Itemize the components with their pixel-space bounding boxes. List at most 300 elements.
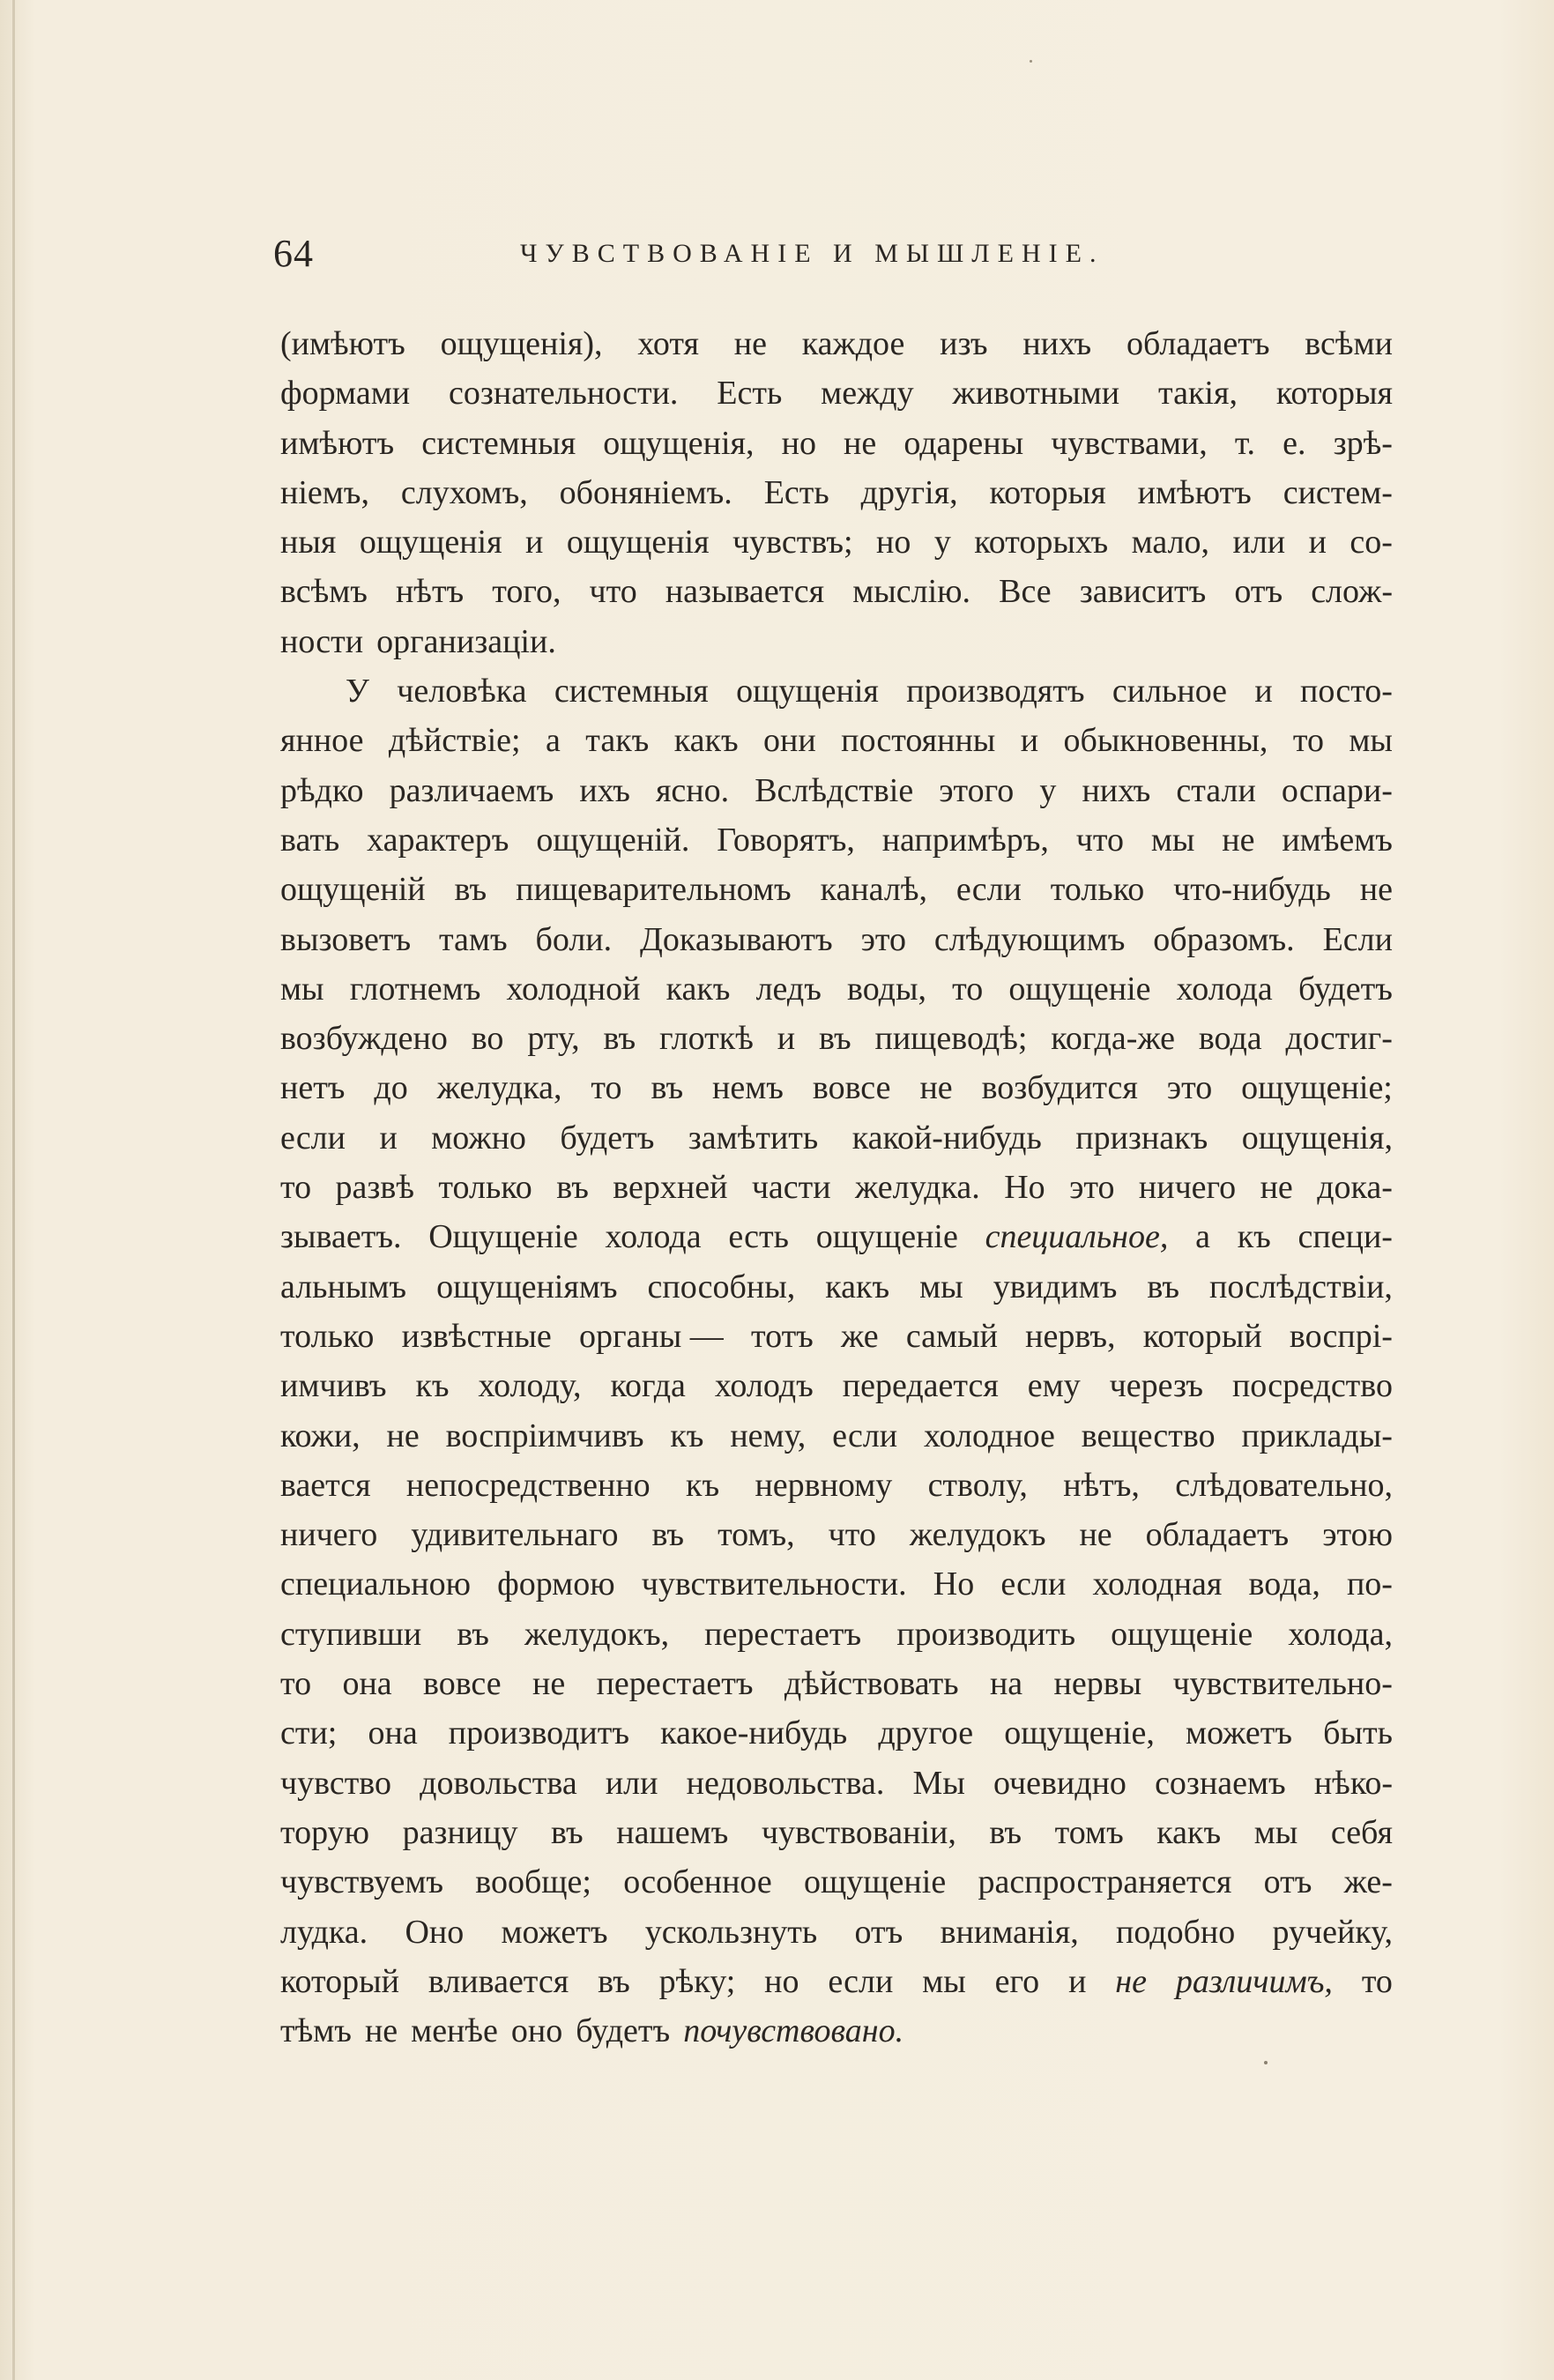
word: сознательности. [448, 375, 679, 413]
text-line [280, 1411, 1393, 1461]
word: желудка, [436, 1069, 562, 1107]
word: такъ [585, 722, 650, 760]
word: имѣютъ [1137, 473, 1252, 511]
word: себя [1330, 1813, 1393, 1851]
word: не [532, 1665, 566, 1703]
word: которыя [1275, 375, 1393, 413]
word: этого [939, 771, 1015, 809]
word: но [764, 1962, 799, 2000]
word: а [546, 722, 561, 760]
word: стволу, [927, 1466, 1028, 1504]
word: она [342, 1665, 392, 1703]
word: и [379, 1119, 398, 1157]
text-line [280, 567, 1393, 616]
word: если [955, 871, 1022, 909]
word: специальною [280, 1566, 471, 1603]
word: напримѣръ, [881, 821, 1049, 859]
word: нихъ [1022, 325, 1092, 362]
word: чувствъ; [732, 524, 853, 562]
word: этою [1322, 1516, 1393, 1554]
word: образомъ. [1153, 920, 1295, 958]
word: у [1039, 771, 1057, 809]
word: въ [603, 1020, 636, 1058]
word: чувствованіи, [761, 1813, 956, 1851]
running-title: ЧУВСТВОВАНІЕ И МЫШЛЕНІЕ. [520, 239, 1104, 268]
word: ускользнуть [644, 1913, 818, 1951]
word: какое-нибудь [660, 1714, 848, 1752]
page-number: 64 [273, 232, 314, 275]
word: животными [952, 375, 1120, 413]
word: характеръ [367, 821, 509, 859]
word: подобно [1116, 1913, 1236, 1951]
word: вается [280, 1466, 371, 1504]
word: можетъ [1186, 1714, 1292, 1752]
word: и [1068, 1962, 1087, 2000]
word: какъ [673, 722, 739, 760]
word: она [368, 1714, 418, 1752]
word: У [346, 673, 369, 710]
word: довольства [420, 1764, 577, 1802]
word: что [589, 573, 637, 611]
word: его [994, 1962, 1040, 2000]
word: ощущеніе, [1004, 1714, 1155, 1752]
word: ощущеніе [1008, 970, 1151, 1008]
word: вообще; [475, 1863, 591, 1901]
word: къ [686, 1466, 720, 1504]
word: глоткѣ [659, 1020, 754, 1058]
word: системныя [421, 424, 576, 462]
word: холодная [1092, 1566, 1223, 1603]
word: всѣмъ [280, 573, 368, 611]
word: холода, [1288, 1615, 1393, 1653]
word: удивительнаго [411, 1516, 619, 1554]
word: возбуждено [280, 1020, 448, 1058]
word: чувствами, [1051, 424, 1208, 462]
word: со- [1350, 524, 1393, 562]
body-text [280, 319, 1393, 2056]
word: замѣтить [688, 1119, 819, 1157]
word: ности [280, 622, 364, 660]
text-line [280, 1014, 1393, 1063]
word: то [280, 1169, 312, 1207]
word: но [876, 524, 911, 562]
word: передается [842, 1367, 999, 1405]
word: недовольства. [686, 1764, 885, 1802]
text-line [280, 766, 1393, 815]
word: обыкновенны, [1063, 722, 1268, 760]
word: какъ [1156, 1813, 1222, 1851]
word: въ [651, 1069, 684, 1107]
text-line [280, 1212, 1393, 1261]
word: вовсе [812, 1069, 891, 1107]
word: одарены [903, 424, 1024, 462]
word: въ [1147, 1268, 1180, 1305]
text-line [280, 1312, 1393, 1361]
word: будетъ [576, 2012, 671, 2050]
word: какъ [665, 970, 731, 1008]
text-line [280, 468, 1393, 517]
word: или [1232, 524, 1286, 562]
text-line [280, 1361, 1393, 1410]
word: слож- [1311, 573, 1393, 611]
word: нѣтъ [395, 573, 465, 611]
word: сти; [280, 1714, 338, 1752]
text-line [280, 368, 1393, 418]
word: если [828, 1962, 894, 2000]
word: слѣдующимъ [933, 920, 1126, 958]
paper-speck [1264, 2061, 1268, 2064]
word: можно [431, 1119, 526, 1157]
word: это [860, 920, 906, 958]
word: Есть [717, 375, 783, 413]
word: посто- [1300, 673, 1393, 710]
word: ощущенія), [440, 325, 603, 362]
word: не [1260, 1169, 1293, 1207]
word: ощущенія, [603, 424, 755, 462]
word: не [733, 325, 767, 362]
word: они [763, 722, 816, 760]
word: Но [1004, 1169, 1045, 1207]
word: пищеварительномъ [516, 871, 792, 909]
word: то [952, 970, 984, 1008]
word: боли. [535, 920, 613, 958]
word: когда-же [1051, 1020, 1175, 1058]
word: разницу [402, 1813, 518, 1851]
word: Если [1322, 920, 1393, 958]
word: рту, [527, 1020, 580, 1058]
word: слухомъ, [400, 473, 528, 511]
word: т. [1234, 424, 1256, 462]
word: ощущенія [566, 524, 710, 562]
word: по- [1346, 1566, 1393, 1603]
text-line [280, 1063, 1393, 1112]
word: менѣе [411, 2012, 498, 2050]
word: нѣтъ, [1063, 1466, 1140, 1504]
word: только [1050, 871, 1145, 909]
word: имчивъ [280, 1367, 387, 1405]
word: между [821, 375, 914, 413]
text-line [280, 1908, 1393, 1957]
word: мы [1150, 821, 1195, 859]
word: холодъ [714, 1367, 814, 1405]
word: въ [457, 1615, 489, 1653]
word: не [919, 1069, 953, 1107]
word: приклады- [1241, 1417, 1393, 1454]
word: то [1361, 1962, 1393, 2000]
word: и [525, 524, 544, 562]
word: будетъ [1297, 970, 1393, 1008]
word: Вслѣдствіе [755, 771, 914, 809]
word: нему, [730, 1417, 807, 1454]
word: которыхъ [974, 524, 1109, 562]
word: зависитъ [1079, 573, 1207, 611]
word: который [1142, 1317, 1262, 1355]
word: увидимъ [993, 1268, 1118, 1305]
text-line [280, 419, 1393, 468]
word: отъ [854, 1913, 903, 1951]
word: вниманія, [940, 1913, 1079, 1951]
word: ступивши [280, 1615, 422, 1653]
word: холодное [923, 1417, 1055, 1454]
text-line [280, 1610, 1393, 1659]
word: можетъ [501, 1913, 608, 1951]
word: формами [280, 375, 411, 413]
word: немъ [712, 1069, 784, 1107]
word: не [1359, 871, 1393, 909]
text-line [280, 1708, 1393, 1758]
word: непосредственно [405, 1466, 651, 1504]
word: и [1308, 524, 1327, 562]
word: (имѣютъ [280, 325, 405, 362]
word: пищеводѣ; [874, 1020, 1028, 1058]
word: желудка. [855, 1169, 980, 1207]
word: имѣютъ [280, 424, 395, 462]
word: сознаемъ [1155, 1764, 1286, 1802]
word: ощущенія [359, 524, 502, 562]
word: которыя [989, 473, 1106, 511]
word: е. [1283, 424, 1306, 462]
word: ніемъ, [280, 473, 369, 511]
word: производятъ [906, 673, 1085, 710]
word: ощущеніе [1111, 1615, 1253, 1653]
word: что-нибудь [1173, 871, 1331, 909]
word: ничего [280, 1516, 378, 1554]
word: до [374, 1069, 408, 1107]
word: желудокъ, [524, 1615, 670, 1653]
text-line [280, 2006, 1393, 2056]
page-header [273, 227, 1393, 280]
word: воспрі- [1289, 1317, 1393, 1355]
word: въ [989, 1813, 1022, 1851]
word: во [471, 1020, 504, 1058]
word: производитъ [448, 1714, 629, 1752]
text-line [280, 666, 1393, 716]
word: обладаетъ [1145, 1516, 1290, 1554]
word: лудка. [280, 1913, 368, 1951]
word: того, [492, 573, 561, 611]
word: ощущеніе; [1241, 1069, 1393, 1107]
word: развѣ [335, 1169, 414, 1207]
word: различимъ, [1175, 1962, 1333, 2000]
word: вызоветъ [280, 920, 412, 958]
word: въ [598, 1962, 630, 2000]
word: не [1115, 1962, 1147, 2000]
word: перестаетъ [704, 1615, 862, 1653]
word: холоду, [478, 1367, 582, 1405]
word: тѣмъ [280, 2012, 352, 2050]
word: имѣемъ [1282, 821, 1393, 859]
word: вода [1198, 1020, 1262, 1058]
text-line [280, 617, 1393, 666]
text-line [280, 319, 1393, 368]
word: нѣко- [1313, 1764, 1393, 1802]
word: холодной [506, 970, 641, 1008]
word: ясно. [655, 771, 730, 809]
word: очевидно [993, 1764, 1126, 1802]
word: вовсе [423, 1665, 502, 1703]
word: оспари- [1281, 771, 1393, 809]
word: ощущенія, [1241, 1119, 1393, 1157]
word: обоняніемъ. [559, 473, 732, 511]
word: формою [497, 1566, 615, 1603]
word: кожи, [280, 1417, 361, 1454]
word: не [1222, 821, 1255, 859]
word: части [751, 1169, 831, 1207]
word: то [591, 1069, 622, 1107]
word: нервы [1053, 1665, 1142, 1703]
word: ничего [1138, 1169, 1237, 1207]
text-line [280, 1759, 1393, 1808]
text-line [280, 1510, 1393, 1559]
word: дѣйствіе; [388, 722, 521, 760]
word: какъ [825, 1268, 890, 1305]
word: организаціи. [376, 622, 556, 660]
word: который [280, 1962, 400, 2000]
word: мыслію. [852, 573, 971, 611]
word: системныя [554, 673, 709, 710]
text-line [280, 1113, 1393, 1163]
word: мы [280, 970, 324, 1008]
word: то [1292, 722, 1324, 760]
word: мы [922, 1962, 966, 2000]
word: самый [905, 1317, 998, 1355]
word: Оно [405, 1913, 465, 1951]
word: отъ [1234, 573, 1283, 611]
word: нетъ [280, 1069, 346, 1107]
word: или [605, 1764, 658, 1802]
word: рѣдко [280, 771, 364, 809]
page-binding-edge [12, 0, 15, 2380]
word: такія, [1158, 375, 1238, 413]
word: другое [878, 1714, 974, 1752]
word: къ [670, 1417, 704, 1454]
word: дока- [1317, 1169, 1393, 1207]
word: быть [1323, 1714, 1393, 1752]
word: то [280, 1665, 312, 1703]
word: это [1166, 1069, 1213, 1107]
word: въ [651, 1516, 685, 1554]
word: вать [280, 821, 340, 859]
word: Доказываютъ [640, 920, 833, 958]
paper-speck [1030, 60, 1032, 63]
word: органы — [578, 1317, 724, 1355]
word: глотнемъ [349, 970, 481, 1008]
text-line [280, 716, 1393, 765]
text-line [280, 1262, 1393, 1312]
word: у [933, 524, 951, 562]
word: не [386, 1417, 420, 1454]
word: холода [1176, 970, 1273, 1008]
word: томъ, [718, 1516, 795, 1554]
word: только [438, 1169, 532, 1207]
word: мы [1349, 722, 1393, 760]
word: вещество [1081, 1417, 1216, 1454]
word: ощущенія [736, 673, 879, 710]
word: ныя [280, 524, 337, 562]
word: признакъ [1075, 1119, 1208, 1157]
word: производить [896, 1615, 1076, 1653]
word: оно [510, 2012, 563, 2050]
word: рѣку; [658, 1962, 736, 2000]
word: ощущеніе [815, 1218, 958, 1256]
word: почувствовано. [683, 2012, 904, 2050]
word: въ [551, 1813, 584, 1851]
word: изъ [940, 325, 988, 362]
text-line [280, 517, 1393, 567]
word: и [777, 1020, 796, 1058]
word: же [841, 1317, 879, 1355]
word: ощущеній. [536, 821, 690, 859]
word: сильное [1112, 673, 1228, 710]
word: чувствительности. [641, 1566, 907, 1603]
text-line [280, 1659, 1393, 1708]
text-line [280, 865, 1393, 914]
word: Есть [763, 473, 829, 511]
word: янное [280, 722, 364, 760]
word: это [1069, 1169, 1115, 1207]
word: Но [933, 1566, 975, 1603]
word: достиг- [1285, 1020, 1393, 1058]
word: Ощущеніе [428, 1218, 578, 1256]
word: послѣдствіи, [1209, 1268, 1393, 1305]
word: способны, [647, 1268, 796, 1305]
word: мало, [1131, 524, 1210, 562]
word: чувство [280, 1764, 391, 1802]
word: же- [1343, 1863, 1393, 1901]
word: человѣка [397, 673, 527, 710]
word: различаемъ [389, 771, 554, 809]
word: мы [919, 1268, 963, 1305]
word: есть [728, 1218, 789, 1256]
word: ихъ [579, 771, 630, 809]
word: ощущеніе [804, 1863, 947, 1901]
word: хотя [637, 325, 699, 362]
word: томъ [1054, 1813, 1124, 1851]
word: если [832, 1417, 898, 1454]
text-line [280, 815, 1393, 865]
text-line [280, 1857, 1393, 1907]
word: на [989, 1665, 1023, 1703]
word: ручейку, [1272, 1913, 1393, 1951]
word: вливается [428, 1962, 569, 2000]
word: холода [605, 1218, 702, 1256]
word: ему [1027, 1367, 1081, 1405]
word: нервному [755, 1466, 893, 1504]
word: стали [1176, 771, 1256, 809]
word: каждое [801, 325, 905, 362]
word: другія, [860, 473, 958, 511]
word: нервъ, [1025, 1317, 1116, 1355]
word: черезъ [1109, 1367, 1203, 1405]
text-line [280, 1559, 1393, 1609]
word: желудокъ [909, 1516, 1046, 1554]
word: каналѣ, [820, 871, 927, 909]
text-line [280, 915, 1393, 964]
word: что [1075, 821, 1124, 859]
word: верхней [613, 1169, 728, 1207]
word: когда [610, 1367, 686, 1405]
word: къ [1237, 1218, 1271, 1256]
word: будетъ [560, 1119, 655, 1157]
text-line [280, 964, 1393, 1014]
word: а [1195, 1218, 1210, 1256]
word: особенное [623, 1863, 772, 1901]
word: дѣйствовать [784, 1665, 959, 1703]
word: но [781, 424, 816, 462]
word: торую [280, 1813, 369, 1851]
word: ощущеній [280, 871, 426, 909]
word: Говорятъ, [717, 821, 855, 859]
